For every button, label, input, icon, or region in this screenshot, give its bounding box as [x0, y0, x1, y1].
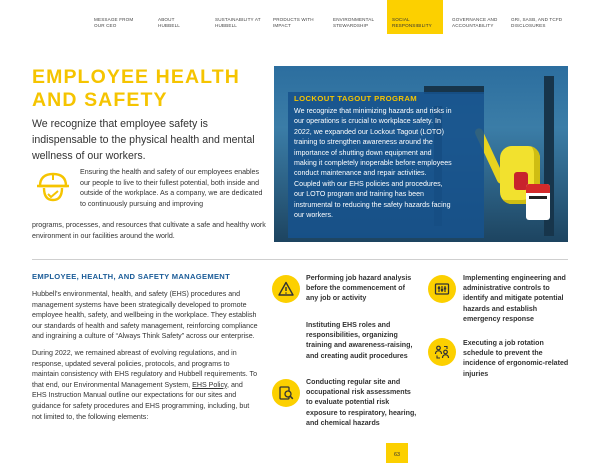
lockout-tagout-callout — [274, 66, 568, 242]
job-rotation-icon — [428, 338, 456, 366]
nav-item-about[interactable]: ABOUT HUBBELL — [158, 17, 180, 28]
nav-item-governance[interactable]: GOVERNANCE AND ACCOUNTABILITY — [452, 17, 498, 28]
section-divider — [32, 259, 568, 260]
callout-title: LOCKOUT TAGOUT PROGRAM — [294, 94, 418, 103]
nav-item-sustainability[interactable]: SUSTAINABILITY AT HUBBELL — [215, 17, 261, 28]
action-job-rotation: Executing a job rotation schedule to prevent the incidence of ergonomic-related injuries — [463, 339, 569, 378]
hero-lead-statement: We recognize that employee safety is indispensable to the physical health and mental wellness of our workers. — [32, 118, 255, 162]
action-risk-assessments: Conducting regular site and occupational risk assessments to evaluate potential risk exposure to respiratory, hearing, and chemical hazards — [306, 378, 417, 427]
hero-body-text: Ensuring the health and safety of our employees enables our people to live to their fullest potential, both inside and outside of the workplace. As a company, we are dedicated to continuously pursuing and improving — [80, 168, 263, 208]
action-job-hazard-analysis: Performing job hazard analysis before the commencement of any job or activity — [306, 274, 412, 303]
section-heading: EMPLOYEE, HEALTH, AND SAFETY MANAGEMENT — [32, 272, 231, 281]
top-navigation — [0, 0, 600, 34]
page-title: EMPLOYEE HEALTH AND SAFETY — [32, 66, 240, 111]
management-paragraph-1: Hubbell’s environmental, health, and safety (EHS) procedures and management systems have been strategically developed to promote employee health, safety, and wellbeing in the workplace. They establish our standards of health and safety management, reinforcing compliance and ingraining a culture of “Always Think Safety” across our enterprise. — [32, 290, 258, 341]
callout-body: We recognize that minimizing hazards and risks in our operations is crucial to workplace safety. In 2022, we expanded our Lockout Tagout (LOTO) training to strengthen awareness around the importance of shutting down equipment and making it completely inoperable before employees conduct maintenance and repair activities. Coupled with our EHS policies and procedures, our LOTO program and training has been instrumental to reducing the safety hazards facing our workers. — [294, 107, 452, 220]
engineering-controls-icon — [428, 275, 456, 303]
inspection-search-icon — [272, 379, 300, 407]
page-number: 63 — [386, 443, 408, 463]
nav-item-social-responsibility[interactable]: SOCIAL RESPONSIBILITY — [387, 0, 443, 34]
nav-item-ceo-message[interactable]: MESSAGE FROM OUR CEO — [94, 17, 134, 28]
action-engineering-controls: Implementing engineering and administrative controls to identify and mitigate potential hazards and establish emergency response — [463, 274, 566, 323]
nav-item-products[interactable]: PRODUCTS WITH IMPACT — [273, 17, 314, 28]
safety-worker-icon — [32, 166, 74, 208]
ehs-policy-link[interactable]: EHS Policy — [192, 380, 228, 389]
nav-item-disclosures[interactable]: GRI, SASB, AND TCFD DISCLOSURES — [511, 17, 563, 28]
nav-item-environmental[interactable]: ENVIRONMENTAL STEWARDSHIP — [333, 17, 375, 28]
management-paragraph-2: During 2022, we remained abreast of evolving regulations, and in response, updated several policies, protocols, and programs to maintain consistency with EHS regulatory and Hubbell requirements. To that end, our Environmental Management System, EHS Policy, and EHS Instruction Manual outline our expectations for our sites and guidance for safety procedures and EHS programming, including, but not limited to, the following elements: — [32, 349, 258, 421]
action-ehs-roles: Instituting EHS roles and responsibilities, organizing training and awareness-raising, and creating audit procedures — [306, 321, 413, 360]
warning-icon — [272, 275, 300, 303]
hero-body-continued: programs, processes, and resources that cultivate a safe and healthy work environment in our facilities around the world. — [32, 221, 266, 240]
